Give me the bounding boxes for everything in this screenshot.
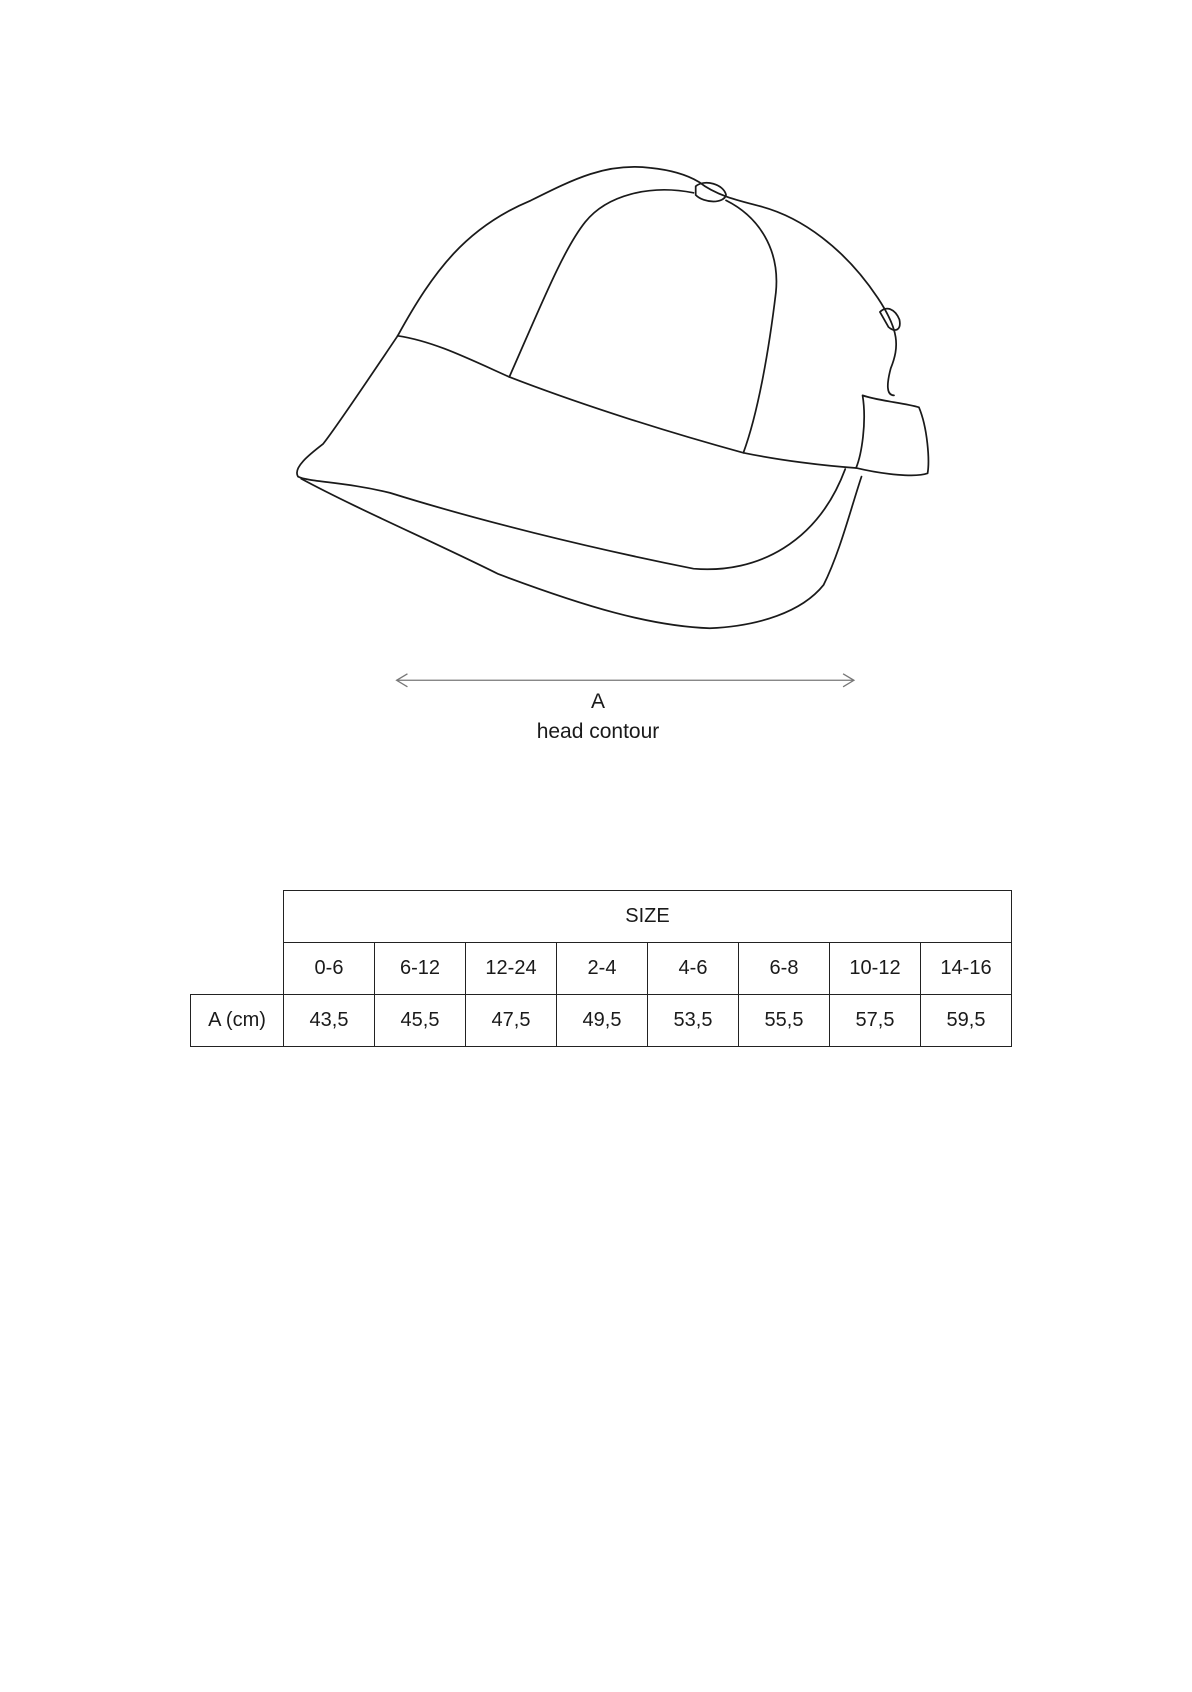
- values-row: [191, 995, 1012, 1047]
- size-cell: 4-6: [648, 943, 739, 995]
- value-cell: 53,5: [648, 995, 739, 1047]
- size-cell: 2-4: [557, 943, 648, 995]
- size-cell: 0-6: [284, 943, 375, 995]
- measure-label: head contour: [536, 720, 660, 743]
- value-cell: 57,5: [830, 995, 921, 1047]
- value-cell: 47,5: [466, 995, 557, 1047]
- cap-brim-top: [297, 336, 845, 569]
- size-cell: 10-12: [830, 943, 921, 995]
- value-cell: 43,5: [284, 995, 375, 1047]
- value-cell: 59,5: [921, 995, 1012, 1047]
- size-header: SIZE: [284, 891, 1012, 943]
- cap-side-seam: [726, 200, 776, 452]
- cap-strap: [856, 395, 928, 475]
- size-cell: 6-8: [739, 943, 830, 995]
- value-cell: 45,5: [375, 995, 466, 1047]
- size-cell: 12-24: [466, 943, 557, 995]
- value-cell: 49,5: [557, 995, 648, 1047]
- size-table: [190, 890, 1012, 1047]
- cap-band: [398, 336, 856, 468]
- measure-arrow: [397, 674, 854, 687]
- sizes-row: [191, 943, 1012, 995]
- row-label: A (cm): [191, 995, 284, 1047]
- size-cell: 6-12: [375, 943, 466, 995]
- size-header-row: [191, 891, 1012, 943]
- cap-front-panel: [509, 190, 693, 377]
- size-cell: 14-16: [921, 943, 1012, 995]
- measure-letter: A: [590, 690, 605, 713]
- value-cell: 55,5: [739, 995, 830, 1047]
- cap-button: [696, 183, 726, 202]
